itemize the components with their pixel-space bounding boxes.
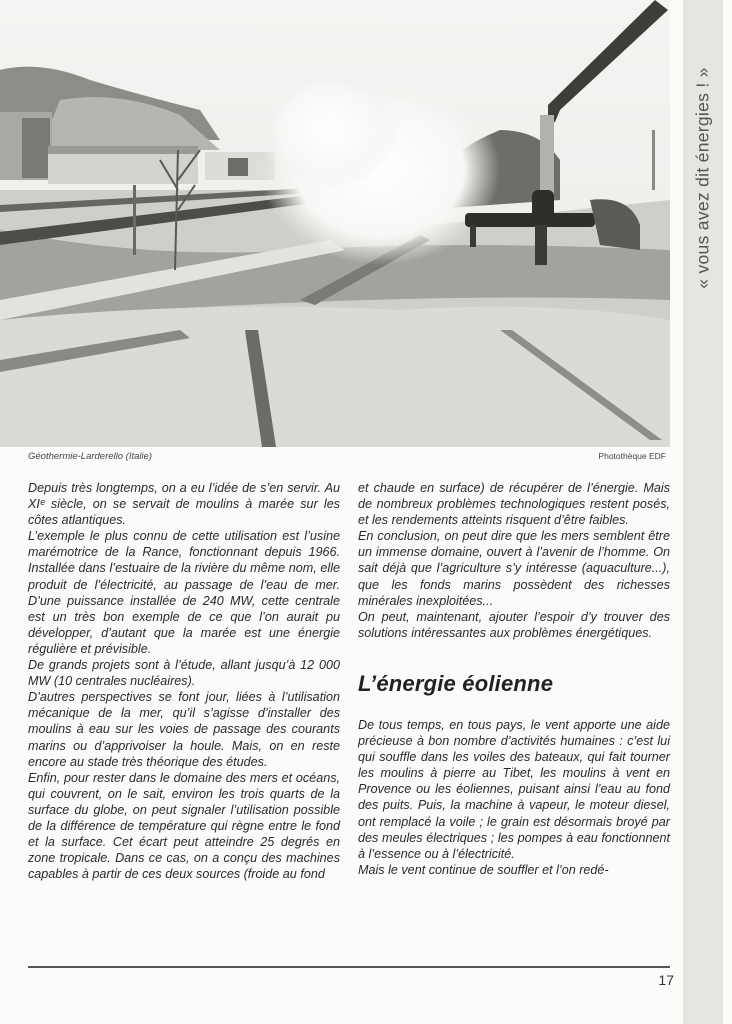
paragraph: En conclusion, on peut dire que les mers semblent être un immense domaine, ouvert à l’avenir de l’homme. On sait déjà que l’agriculture s’y intéresse (aquaculture...), que les fonds marins possèdent des richesses minérales inexploitées... (358, 529, 670, 608)
geothermal-photo (0, 0, 670, 447)
paragraph: De tous temps, en tous pays, le vent apporte une aide précieuse à bon nombre d’activités humaines : c’est lui qui souffle dans les voiles des bateaux, qui fait tourner les moulins à pierre au Tibet, les moulins à vent en Provence ou les éoliennes, puisant ainsi l’eau au fond des puits. Puis, la machine à vapeur, le moteur diesel, ont remplacé la voile ; le grain est désormais broyé par des meules électriques ; les pompes à eau fonctionnent à l’essence ou à l’électricité. (358, 717, 670, 861)
paragraph: De grands projets sont à l’étude, allant jusqu’à 12 000 MW (10 centrales nucléaires). (28, 658, 340, 689)
paragraph: Enfin, pour rester dans le domaine des mers et océans, qui couvrent, on le sait, environ les trois quarts de la surface du globe, on peut signaler l’utilisation possible de la différence de température qui règne entre le fond et la surface. Cet écart peut atteindre 25 degrés en zone tropicale. Dans ce cas, on a conçu des machines capables à partir de ces deux sources (froide au fond (28, 770, 340, 882)
paragraph: et chaude en surface) de récupérer de l’énergie. Mais de nombreux problèmes technologiques restent posés, et les rendements atteints risquent d’être faibles. (358, 481, 670, 528)
left-column (28, 480, 340, 882)
paragraph: Mais le vent continue de souffler et l’on redé- (358, 862, 609, 877)
running-title: « vous avez dit énergies ! » (692, 67, 713, 289)
paragraph: D’autres perspectives se font jour, liées à l’utilisation mécanique de la mer, qu’il s’agisse d’installer des moulins à eau sur les voies de passage des courants marins ou d’apprivoiser la houle. Mais, on en reste encore au stade très théorique des études. (28, 690, 340, 769)
photo-illustration (0, 0, 670, 447)
right-column (358, 480, 670, 878)
page-number: 17 (658, 972, 674, 988)
photo-caption: Géothermie-Larderello (Italie) (28, 451, 153, 462)
paragraph: Depuis très longtemps, on a eu l’idée de s’en servir. Au XIᵉ siècle, on se servait de moulins à marée sur les côtes atlantiques. (28, 481, 340, 528)
paragraph: On peut, maintenant, ajouter l’espoir d’y trouver des solutions intéressantes aux problèmes énergétiques. (358, 609, 670, 640)
photo-credit: Photothèque EDF (598, 451, 666, 461)
section-heading: L’énergie éolienne (358, 670, 554, 696)
paragraph: L’exemple le plus connu de cette utilisation est l’usine marémotrice de la Rance, fonctionnant depuis 1966. Installée dans l’estuaire de la rivière du même nom, elle produit de l’électricité, au passage de l’eau de mer. D’une puissance installée de 240 MW, cette centrale est un très bon exemple de ce que l’on aurait pu développer, d’autant que la marée est une énergie régulière et prévisible. (28, 529, 340, 656)
footer-rule (28, 966, 670, 968)
